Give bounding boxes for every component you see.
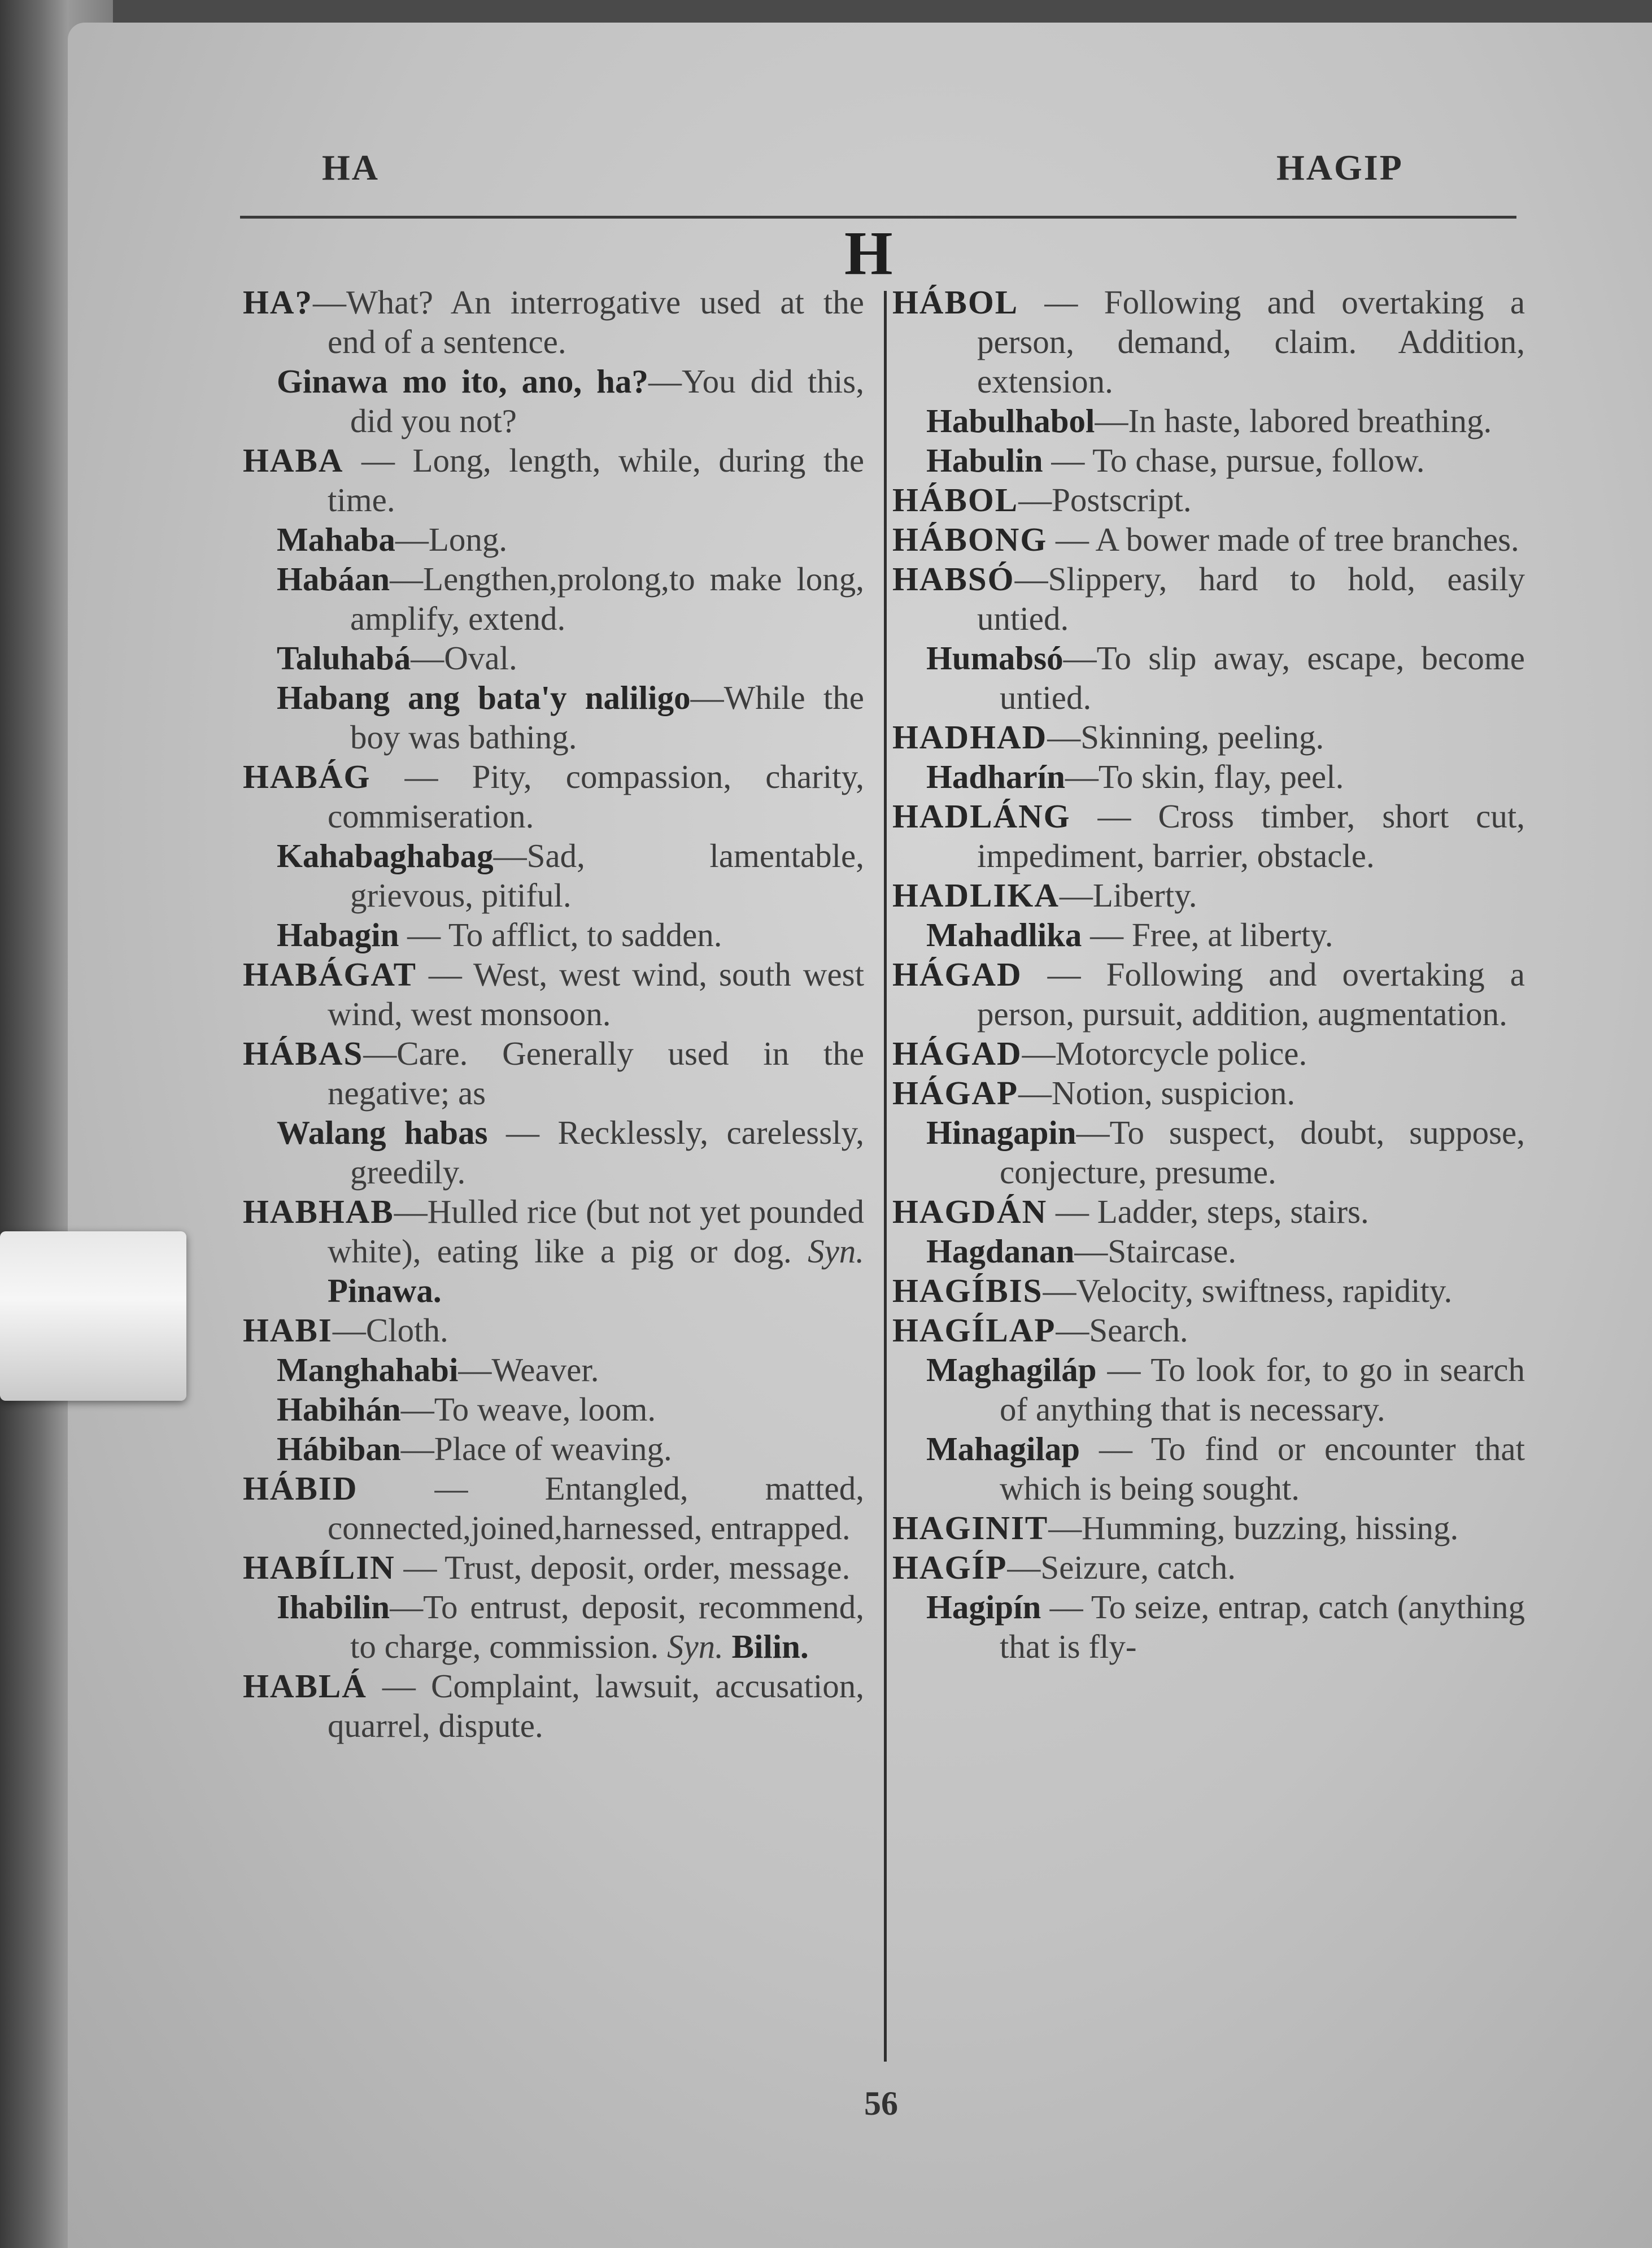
- entry: [892, 282, 1525, 401]
- dash-separator: —: [648, 363, 682, 400]
- dash-separator: —: [1082, 916, 1132, 953]
- entry-definition: Weaver.: [491, 1351, 599, 1388]
- subentry-headword: Ihabilin: [277, 1588, 390, 1626]
- subentry: [892, 1231, 1525, 1271]
- synonym-label: Syn.: [666, 1628, 723, 1665]
- entry-headword: HAGÍBIS: [892, 1272, 1043, 1309]
- subentry-headword: Hagipín: [926, 1588, 1041, 1626]
- dash-separator: —: [1047, 521, 1096, 558]
- dash-separator: —: [458, 1351, 492, 1388]
- entry-definition: West, west wind, south west wind, west monsoon.: [328, 956, 865, 1032]
- entry-definition: While the boy was bathing.: [350, 679, 864, 756]
- entry-definition: Search.: [1089, 1312, 1188, 1349]
- dash-separator: —: [1007, 1549, 1041, 1586]
- entry: [892, 1271, 1525, 1310]
- dash-separator: —: [411, 639, 444, 677]
- subentry: [892, 1587, 1525, 1666]
- entry-definition: Cloth.: [365, 1312, 448, 1349]
- subentry-headword: Mahadlika: [926, 916, 1082, 953]
- entry-definition: To afflict, to sadden.: [448, 916, 722, 953]
- entry-definition: Following and overtaking a person, demand, claim. Addition, extension.: [977, 284, 1525, 400]
- entry-headword: HÁBONG: [892, 521, 1048, 558]
- entry-headword: HÁBOL: [892, 481, 1019, 519]
- entry-definition: What? An interrogative used at the end of a sentence.: [328, 284, 864, 360]
- entry-definition: Following and overtaking a person, pursuit, addition, augmentation.: [977, 956, 1525, 1032]
- entry-definition: Complaint, lawsuit, accusation, quarrel, dispute.: [328, 1667, 864, 1744]
- dash-separator: —: [400, 1430, 434, 1467]
- subentry: [892, 915, 1525, 955]
- entry-headword: HABÍLIN: [243, 1549, 395, 1586]
- entry: [892, 1548, 1525, 1587]
- entry-definition: Velocity, swiftness, rapidity.: [1076, 1272, 1453, 1309]
- entry: [892, 1310, 1525, 1350]
- subentry: [892, 1350, 1525, 1429]
- entry: [892, 955, 1525, 1034]
- dash-separator: —: [390, 1588, 424, 1626]
- dash-separator: —: [1047, 1193, 1097, 1230]
- subentry: [892, 441, 1525, 480]
- entry-headword: HABHAB: [243, 1193, 394, 1230]
- entry-definition: Hulled rice (but not yet pounded white), eating like a pig or dog.: [328, 1193, 864, 1270]
- synonym-label: Syn.: [808, 1232, 864, 1270]
- synonym-word: Bilin.: [731, 1628, 809, 1665]
- subentry: [892, 757, 1525, 796]
- entry: [243, 1548, 864, 1587]
- dash-separator: —: [1096, 1351, 1151, 1388]
- right-column: [892, 282, 1525, 1666]
- entry-definition: Trust, deposit, order, message.: [444, 1549, 851, 1586]
- entry: [892, 1508, 1525, 1548]
- entry-definition: To slip away, escape, become untied.: [1000, 639, 1525, 716]
- entry-headword: HADHAD: [892, 718, 1048, 756]
- entry-headword: HABA: [243, 442, 344, 479]
- dash-separator: —: [1063, 639, 1097, 677]
- entry: [243, 757, 864, 836]
- entry-definition: Staircase.: [1108, 1232, 1237, 1270]
- entry-definition: To find or encounter that which is being sought.: [1000, 1430, 1525, 1507]
- entry-definition: Recklessly, carelessly, greedily.: [350, 1114, 864, 1191]
- subentry-headword: Humabsó: [926, 639, 1063, 677]
- entry-definition: To seize, entrap, catch (anything that is fly-: [1000, 1588, 1525, 1665]
- dash-separator: —: [1022, 956, 1106, 993]
- entry-definition: Seizure, catch.: [1040, 1549, 1236, 1586]
- dash-separator: —: [390, 560, 424, 598]
- dash-separator: —: [313, 284, 346, 321]
- dash-separator: —: [1018, 1074, 1052, 1112]
- dash-separator: —: [1070, 798, 1158, 835]
- entry-headword: HABÁGAT: [243, 956, 417, 993]
- dash-separator: —: [400, 1391, 434, 1428]
- entry-definition: You did this, did you not?: [350, 363, 864, 439]
- entry-definition: Liberty.: [1092, 877, 1197, 914]
- entry: [892, 1073, 1525, 1113]
- entry: [892, 559, 1525, 638]
- dash-separator: —: [370, 758, 472, 795]
- dash-separator: —: [1041, 1588, 1091, 1626]
- entry-headword: HADLIKA: [892, 877, 1060, 914]
- entry: [892, 1034, 1525, 1073]
- subentry-headword: Taluhabá: [277, 639, 411, 677]
- entry-definition: Postscript.: [1052, 481, 1192, 519]
- entry-definition: Lengthen,prolong,to make long, amplify, extend.: [350, 560, 864, 637]
- subentry: [892, 1429, 1525, 1508]
- section-letter: H: [844, 219, 893, 287]
- entry-definition: Slippery, hard to hold, easily untied.: [977, 560, 1525, 637]
- subentry-headword: Mahagilap: [926, 1430, 1080, 1467]
- dash-separator: —: [395, 1549, 445, 1586]
- dash-separator: —: [363, 1035, 397, 1072]
- entry: [243, 955, 864, 1034]
- subentry: [243, 520, 864, 559]
- dash-separator: —: [487, 1114, 558, 1151]
- entry-headword: HÁGAD: [892, 956, 1022, 993]
- entry-definition: Long.: [428, 521, 508, 558]
- dash-separator: —: [358, 1470, 545, 1507]
- left-column: [243, 282, 864, 1745]
- entry-headword: HADLÁNG: [892, 798, 1071, 835]
- entry-definition: Skinning, peeling.: [1080, 718, 1324, 756]
- dash-separator: —: [1018, 481, 1052, 519]
- entry-headword: HÁBOL: [892, 284, 1019, 321]
- subentry-headword: Habang ang bata'y naliligo: [277, 679, 691, 716]
- dash-separator: —: [1014, 560, 1048, 598]
- subentry: [892, 401, 1525, 441]
- subentry: [243, 678, 864, 757]
- entry-headword: HÁGAD: [892, 1035, 1022, 1072]
- entry-definition: Place of weaving.: [434, 1430, 672, 1467]
- subentry-headword: Manghahabi: [277, 1351, 459, 1388]
- entry: [243, 282, 864, 361]
- subentry: [243, 1389, 864, 1429]
- dash-separator: —: [367, 1667, 431, 1705]
- subentry-headword: Mahaba: [277, 521, 395, 558]
- entry-definition: Humming, buzzing, hissing.: [1082, 1509, 1459, 1546]
- entry-definition: To chase, pursue, follow.: [1092, 442, 1425, 479]
- entry-definition: In haste, labored breathing.: [1128, 402, 1492, 439]
- entry: [892, 520, 1525, 559]
- dash-separator: —: [399, 916, 448, 953]
- subentry-headword: Habihán: [277, 1391, 401, 1428]
- entry-definition: Notion, suspicion.: [1052, 1074, 1296, 1112]
- dash-separator: —: [690, 679, 724, 716]
- entry-headword: HÁBAS: [243, 1035, 364, 1072]
- entry: [243, 441, 864, 520]
- subentry-headword: Habagin: [277, 916, 399, 953]
- entry: [243, 1666, 864, 1745]
- entry: [892, 1192, 1525, 1231]
- entry-definition: To suspect, doubt, suppose, conjecture, presume.: [1000, 1114, 1525, 1191]
- column-divider: [884, 291, 887, 2062]
- entry-definition: Long, length, while, during the time.: [328, 442, 865, 519]
- subentry: [243, 559, 864, 638]
- entry-headword: HAGÍLAP: [892, 1312, 1056, 1349]
- entry-headword: HÁGAP: [892, 1074, 1019, 1112]
- dash-separator: —: [332, 1312, 366, 1349]
- dash-separator: —: [394, 1193, 428, 1230]
- dash-separator: —: [395, 521, 429, 558]
- dash-separator: —: [1048, 1509, 1082, 1546]
- subentry: [243, 1429, 864, 1469]
- entry-definition: Oval.: [444, 639, 517, 677]
- entry-definition: Cross timber, short cut, impediment, barrier, obstacle.: [977, 798, 1525, 874]
- entry: [243, 1192, 864, 1310]
- entry: [892, 796, 1525, 875]
- entry-definition: Care. Generally used in the negative; as: [328, 1035, 864, 1112]
- subentry: [243, 915, 864, 955]
- entry-headword: HAGINIT: [892, 1509, 1049, 1546]
- synonym-word: Pinawa.: [328, 1272, 442, 1309]
- entry-definition: Entangled, matted, connected,joined,harnessed, entrapped.: [328, 1470, 864, 1546]
- entry: [892, 875, 1525, 915]
- dash-separator: —: [1047, 718, 1081, 756]
- entry: [892, 480, 1525, 520]
- dash-separator: —: [1065, 758, 1099, 795]
- dash-separator: —: [1018, 284, 1104, 321]
- entry-definition: Pity, compassion, charity, commiseration.: [328, 758, 864, 835]
- running-head-right: HAGIP: [1276, 147, 1403, 188]
- entry: [243, 1310, 864, 1350]
- entry-definition: To skin, flay, peel.: [1098, 758, 1344, 795]
- entry-headword: HABÁG: [243, 758, 371, 795]
- entry-headword: HABLÁ: [243, 1667, 367, 1705]
- subentry: [243, 638, 864, 678]
- subentry-headword: Habulhabol: [926, 402, 1095, 439]
- running-head-left: HA: [322, 147, 380, 188]
- entry-definition: Sad, lamentable, grievous, pitiful.: [350, 837, 864, 914]
- entry-definition: A bower made of tree branches.: [1095, 521, 1519, 558]
- subentry-headword: Maghagiláp: [926, 1351, 1097, 1388]
- dash-separator: —: [1043, 442, 1093, 479]
- entry-definition: To entrust, deposit, recommend, to charge, commission.: [350, 1588, 864, 1665]
- subentry-headword: Hagdanan: [926, 1232, 1075, 1270]
- entry-definition: To look for, to go in search of anything that is necessary.: [1000, 1351, 1525, 1428]
- subentry-headword: Habulin: [926, 442, 1043, 479]
- subentry: [892, 638, 1525, 717]
- dash-separator: —: [343, 442, 413, 479]
- entry-headword: HABSÓ: [892, 560, 1015, 598]
- entry-headword: HAGÍP: [892, 1549, 1008, 1586]
- subentry-headword: Habáan: [277, 560, 390, 598]
- entry-definition: Motorcycle police.: [1055, 1035, 1307, 1072]
- dash-separator: —: [1022, 1035, 1056, 1072]
- subentry-headword: Hadharín: [926, 758, 1065, 795]
- entry: [243, 1469, 864, 1548]
- dash-separator: —: [1080, 1430, 1151, 1467]
- dash-separator: —: [1095, 402, 1128, 439]
- entry-definition: Ladder, steps, stairs.: [1097, 1193, 1369, 1230]
- subentry: [243, 1350, 864, 1389]
- subentry-headword: Kahabaghabag: [277, 837, 494, 874]
- dash-separator: —: [1043, 1272, 1076, 1309]
- entry-definition: To weave, loom.: [434, 1391, 656, 1428]
- entry-headword: HAGDÁN: [892, 1193, 1048, 1230]
- dash-separator: —: [416, 956, 473, 993]
- entry: [243, 1034, 864, 1113]
- entry-definition: Free, at liberty.: [1131, 916, 1333, 953]
- dash-separator: —: [493, 837, 527, 874]
- bookmark-strip: [0, 1231, 186, 1401]
- entry: [892, 717, 1525, 757]
- dash-separator: —: [1074, 1232, 1108, 1270]
- entry-headword: HABI: [243, 1312, 333, 1349]
- subentry: [243, 836, 864, 915]
- subentry-headword: Hábiban: [277, 1430, 401, 1467]
- entry-headword: HÁBID: [243, 1470, 358, 1507]
- dash-separator: —: [1076, 1114, 1110, 1151]
- subentry: [892, 1113, 1525, 1192]
- subentry: [243, 1587, 864, 1666]
- subentry-headword: Walang habas: [277, 1114, 488, 1151]
- subentry-headword: Ginawa mo ito, ano, ha?: [277, 363, 648, 400]
- entry-headword: HA?: [243, 284, 313, 321]
- subentry: [243, 1113, 864, 1192]
- page-number: 56: [864, 2085, 898, 2122]
- subentry: [243, 361, 864, 441]
- dash-separator: —: [1056, 1312, 1089, 1349]
- dash-separator: —: [1059, 877, 1093, 914]
- subentry-headword: Hinagapin: [926, 1114, 1076, 1151]
